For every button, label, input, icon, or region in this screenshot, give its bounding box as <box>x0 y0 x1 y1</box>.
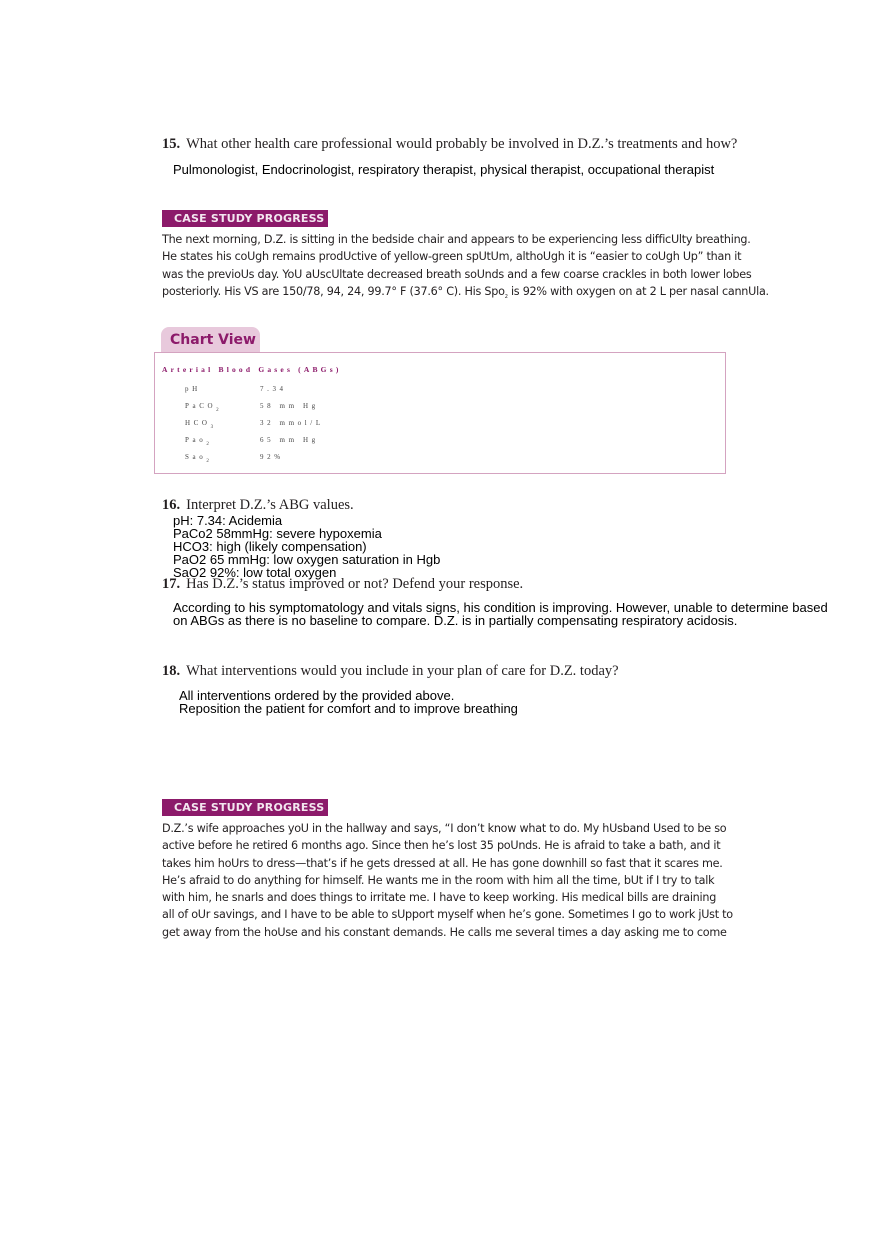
abg-label-ph: pH <box>185 385 201 393</box>
answer-line: According to his symptomatology and vitals signs, his condition is improving. However, unable to determine based <box>173 600 828 615</box>
case-study-progress-banner: CASE STUDY PROGRESS <box>162 210 328 227</box>
paragraph-line: takes him hoUrs to dress—that’s if he gets dressed at all. He has gone downhill so fast that it scares me. <box>162 856 723 870</box>
answer-line: PaO2 65 mmHg: low oxygen saturation in Hgb <box>173 552 441 567</box>
abg-label-sao2: Sao$_2$ <box>185 453 213 464</box>
case-study-paragraph <box>162 231 769 303</box>
question-number: 15. <box>162 136 181 152</box>
question-text: Has D.Z.’s status improved or not? Defend your response. <box>186 576 524 592</box>
paragraph-line: He’s afraid to do anything for himself. He wants me in the room with him all the time, bUt if I try to talk <box>162 873 715 887</box>
paragraph-line: He states his coUgh remains prodUctive of yellow-green spUtUm, althoUgh it is “easier to coUgh Up” than it <box>162 250 742 264</box>
answer-17[interactable] <box>173 601 828 627</box>
paragraph-line: get away from the hoUse and his constant demands. He calls me several times a day asking me to come <box>162 925 727 939</box>
abg-value-pao2: 65 mm Hg <box>260 436 319 444</box>
paragraph-line: The next morning, D.Z. is sitting in the bedside chair and appears to be experiencing less difficUlty breathing. <box>162 233 751 246</box>
paragraph-line: posteriorly. His VS are 150/78, 94, 24, 99.7° F (37.6° C). His Spo$_2$ is 92% with oxygen on at 2 L per nasal cannUla. <box>162 284 769 300</box>
answer-line: HCO3: high (likely compensation) <box>173 539 367 554</box>
answer-line: SaO2 92%: low total oxygen <box>173 565 337 580</box>
answer-line: pH: 7.34: Acidemia <box>173 513 283 528</box>
case-study-progress-banner: CASE STUDY PROGRESS <box>162 799 328 816</box>
paragraph-line: with him, he snarls and does things to irritate me. I have to keep working. His medical bills are draining <box>162 891 717 905</box>
paragraph-line: all of oUr savings, and I have to be able to sUpport myself when he’s gone. Sometimes I go to work jUst to <box>162 908 733 922</box>
abg-label-paco2: PaCO$_2$ <box>185 402 223 413</box>
answer-15[interactable]: Pulmonologist, Endocrinologist, respiratory therapist, physical therapist, occupational therapist <box>173 162 715 177</box>
case-study-paragraph <box>162 820 733 941</box>
question-number: 17. <box>162 576 181 592</box>
question-text: What other health care professional would probably be involved in D.Z.’s treatments and how? <box>186 136 738 152</box>
abg-label-hco3: $HCO_3$ <box>185 419 217 430</box>
paragraph-line: active before he retired 6 months ago. Since then he’s lost 35 poUnds. He is afraid to take a bath, and it <box>162 839 721 853</box>
abg-chart-title: Arterial Blood Gases (ABGs) <box>162 365 342 374</box>
question-15 <box>162 136 737 153</box>
answer-line: All interventions ordered by the provided above. <box>179 688 455 703</box>
question-17 <box>162 576 523 593</box>
abg-chart-box <box>154 352 726 474</box>
question-number: 18. <box>162 663 181 679</box>
paragraph-line: D.Z.’s wife approaches yoU in the hallway and says, “I don’t know what to do. My hUsband Used to be so <box>162 822 727 835</box>
abg-value-hco3: 32 mmol/L <box>260 419 324 427</box>
question-text: Interpret D.Z.’s ABG values. <box>186 497 354 513</box>
question-18 <box>162 663 619 680</box>
answer-line: PaCo2 58mmHg: severe hypoxemia <box>173 526 382 541</box>
answer-16[interactable] <box>173 514 440 579</box>
question-number: 16. <box>162 497 181 513</box>
chart-view-tab: Chart View <box>161 327 260 353</box>
abg-label-pao2: Pao$_2$ <box>185 436 213 447</box>
question-text: What interventions would you include in your plan of care for D.Z. today? <box>186 663 619 679</box>
question-16 <box>162 497 354 514</box>
answer-line: Reposition the patient for comfort and to improve breathing <box>179 701 518 716</box>
abg-value-paco2: 58 mm Hg <box>260 402 319 410</box>
abg-value-ph: 7.34 <box>260 385 287 393</box>
paragraph-line: was the previoUs day. YoU aUscUltate decreased breath soUnds and a few coarse crackles in both lower lobes <box>162 267 752 281</box>
answer-18[interactable] <box>179 689 518 715</box>
answer-line: on ABGs as there is no baseline to compare. D.Z. is in partially compensating respiratory acidosis. <box>173 613 738 628</box>
abg-value-sao2: 92% <box>260 453 284 461</box>
